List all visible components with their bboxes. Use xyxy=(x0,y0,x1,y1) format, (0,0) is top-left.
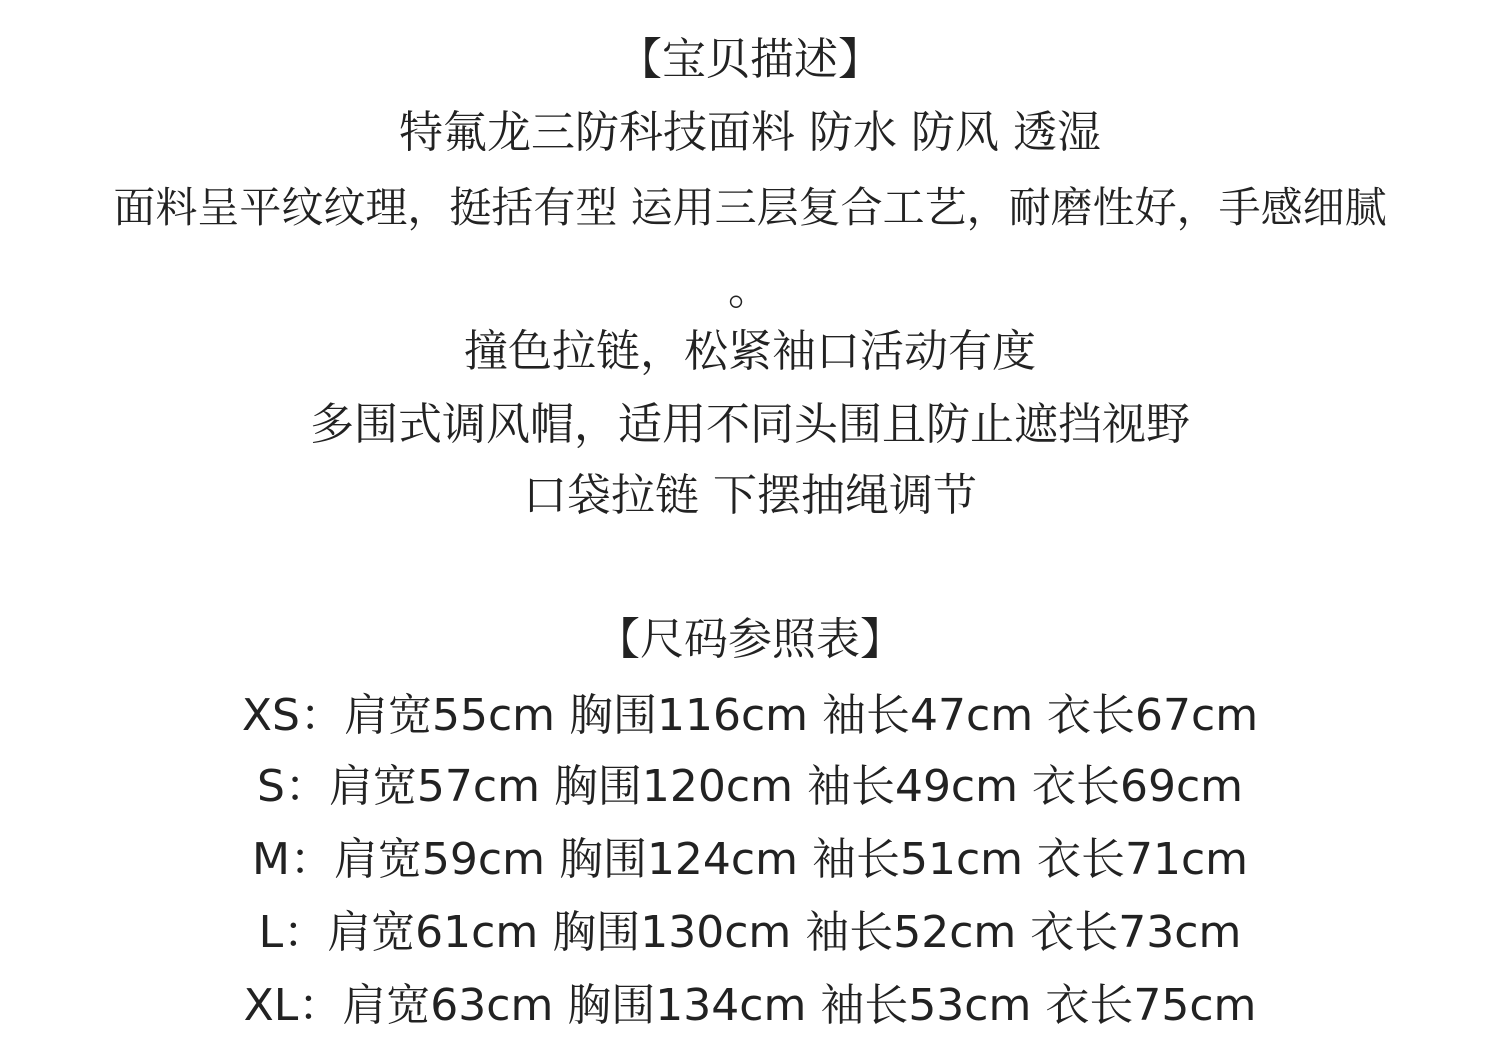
size-row-s: S：肩宽57cm 胸围120cm 袖长49cm 衣长69cm xyxy=(256,761,1244,812)
size-chart-heading: 【尺码参照表】 xyxy=(596,614,904,665)
description-line-texture: 面料呈平纹纹理，挺括有型 运用三层复合工艺，耐磨性好，手感细腻 xyxy=(113,183,1387,232)
description-line-pocket: 口袋拉链 下摆抽绳调节 xyxy=(523,470,977,521)
description-heading: 【宝贝描述】 xyxy=(618,34,882,85)
size-row-xs: XS：肩宽55cm 胸围116cm 袖长47cm 衣长67cm xyxy=(241,690,1259,741)
size-row-xl: XL：肩宽63cm 胸围134cm 袖长53cm 衣长75cm xyxy=(243,980,1257,1031)
size-row-m: M：肩宽59cm 胸围124cm 袖长51cm 衣长71cm xyxy=(251,834,1249,885)
size-row-l: L：肩宽61cm 胸围130cm 袖长52cm 衣长73cm xyxy=(258,907,1242,958)
description-line-zipper: 撞色拉链，松紧袖口活动有度 xyxy=(464,326,1036,377)
description-line-fabric: 特氟龙三防科技面料 防水 防风 透湿 xyxy=(399,107,1101,158)
description-line-hood: 多围式调风帽，适用不同头围且防止遮挡视野 xyxy=(310,399,1190,450)
description-line-period: 。 xyxy=(728,264,772,315)
